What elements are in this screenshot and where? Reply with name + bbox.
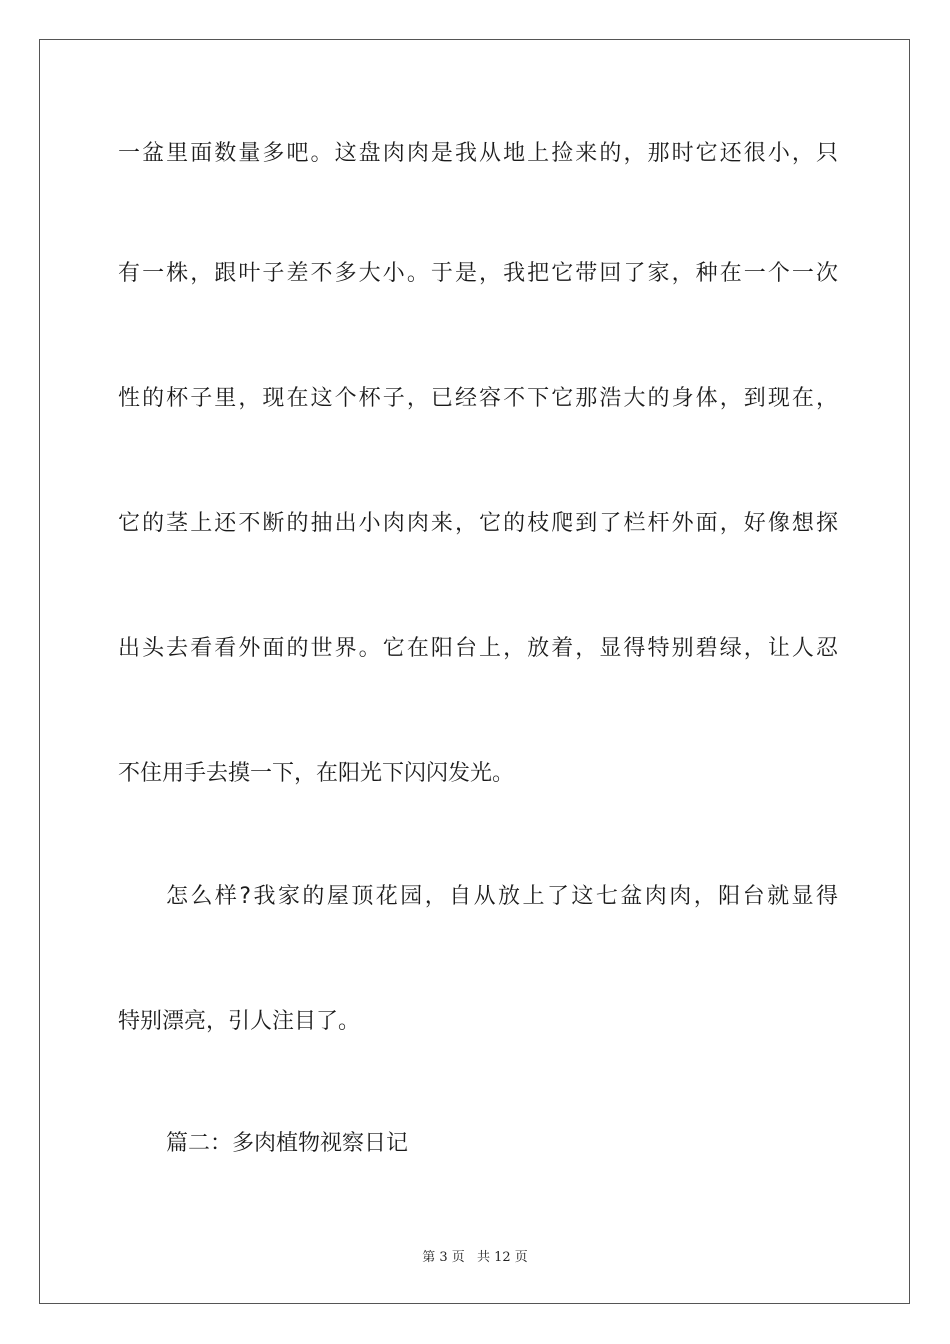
section-heading: 篇二：多肉植物视察日记 [166,1131,409,1156]
paragraph-line: 有一株，跟叶子差不多大小。于是，我把它带回了家，种在一个一次 [118,261,838,286]
paragraph-line: 不住用手去摸一下，在阳光下闪闪发光。 [118,761,515,786]
page-border [39,39,910,1304]
paragraph-line: 怎么样?我家的屋顶花园，自从放上了这七盆肉肉，阳台就显得 [166,884,838,909]
paragraph-line: 出头去看看外面的世界。它在阳台上，放着，显得特别碧绿，让人忍 [118,636,838,661]
page-footer [0,1246,950,1265]
paragraph-line: 特别漂亮，引人注目了。 [118,1009,361,1034]
paragraph-line: 一盆里面数量多吧。这盘肉肉是我从地上捡来的，那时它还很小，只 [118,141,838,166]
paragraph-line: 性的杯子里，现在这个杯子，已经容不下它那浩大的身体，到现在， [118,386,838,411]
page-number: 第 3 页 [422,1250,465,1265]
page-total: 共 12 页 [476,1250,528,1265]
paragraph-line: 它的茎上还不断的抽出小肉肉来，它的枝爬到了栏杆外面，好像想探 [118,511,838,536]
